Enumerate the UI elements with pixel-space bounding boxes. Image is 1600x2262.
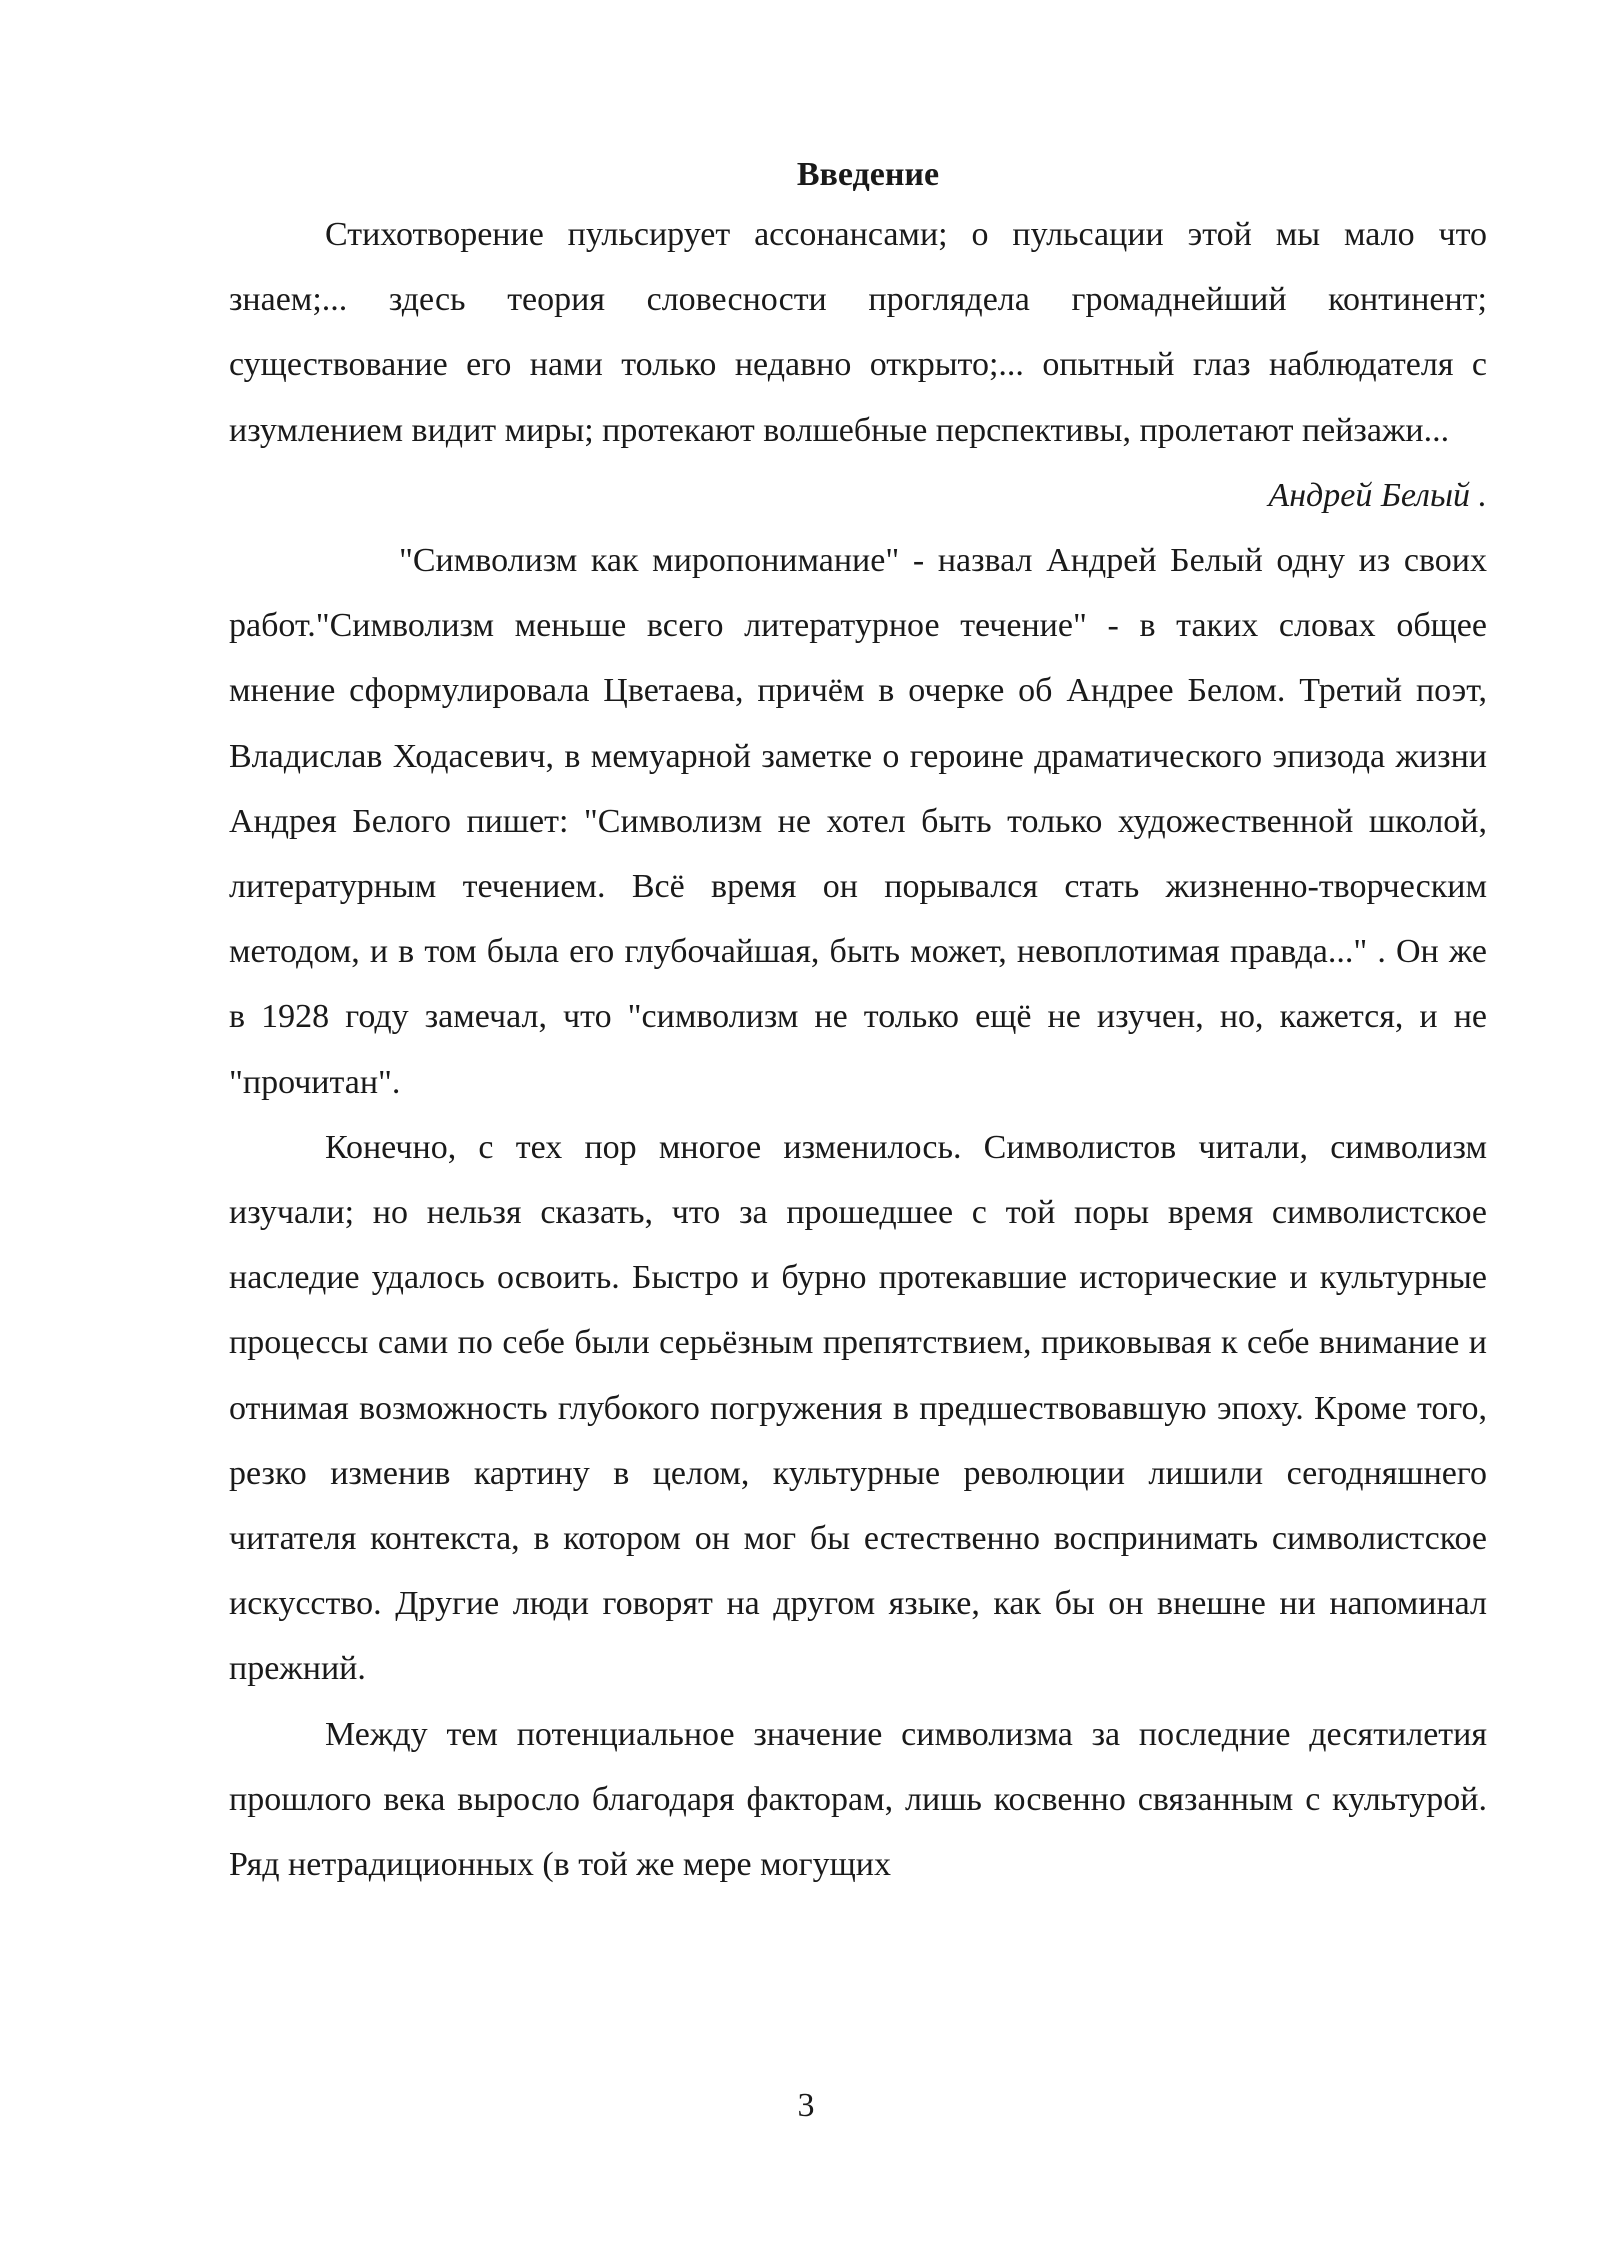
paragraph: Конечно, с тех пор многое изменилось. Символистов читали, символизм изучали; но нельзя сказать, что за прошедшее с той поры время символистское наследие удалось освоить. Быстро и бурно протекавшие исторические и культурные процессы сами по себе были серьёзным препятствием, приковывая к себе внимание и отнимая возможность глубокого погружения в предшествовавшую эпоху. Кроме того, резко изменив картину в целом, культурные революции лишили сегодняшнего читателя контекста, в котором он мог бы естественно воспринимать символистское искусство. Другие люди говорят на другом языке, как бы он внешне ни напоминал прежний. [229, 1128, 1487, 1688]
section-title: Введение [796, 156, 940, 193]
paragraph: Между тем потенциальное значение символизма за последние десятилетия прошлого века выросло благодаря факторам, лишь косвенно связанным с культурой. Ряд нетрадиционных (в той же мере могущих [229, 1715, 1487, 1884]
paragraph: "Символизм как миропонимание" - назвал Андрей Белый одну из своих работ."Символизм меньше всего литературное течение" - в таких словах общее мнение сформулировала Цветаева, причём в очерке об Андрее Белом. Третий поэт, Владислав Ходасевич, в мемуарной заметке о героине драматического эпизода жизни Андрея Белого пишет: "Символизм не хотел быть только художественной школой, литературным течением. Всё время он порывался стать жизненно-творческим методом, и в том была его глубочайшая, быть может, невоплотимая правда..." . Он же в 1928 году замечал, что "символизм не только ещё не изучен, но, кажется, и не "прочитан". [229, 542, 1487, 1101]
epigraph-text: Стихотворение пульсирует ассонансами; о пульсации этой мы мало что знаем;... здесь теория словесности проглядела громаднейший континент; существование его нами только недавно открыто;... опытный глаз наблюдателя с изумлением видит миры; протекают волшебные перспективы, пролетают пейзажи... [229, 216, 1487, 449]
epigraph-author: Андрей Белый . [1268, 476, 1487, 514]
page-number: 3 [797, 2087, 815, 2124]
page-content [229, 148, 1487, 1897]
